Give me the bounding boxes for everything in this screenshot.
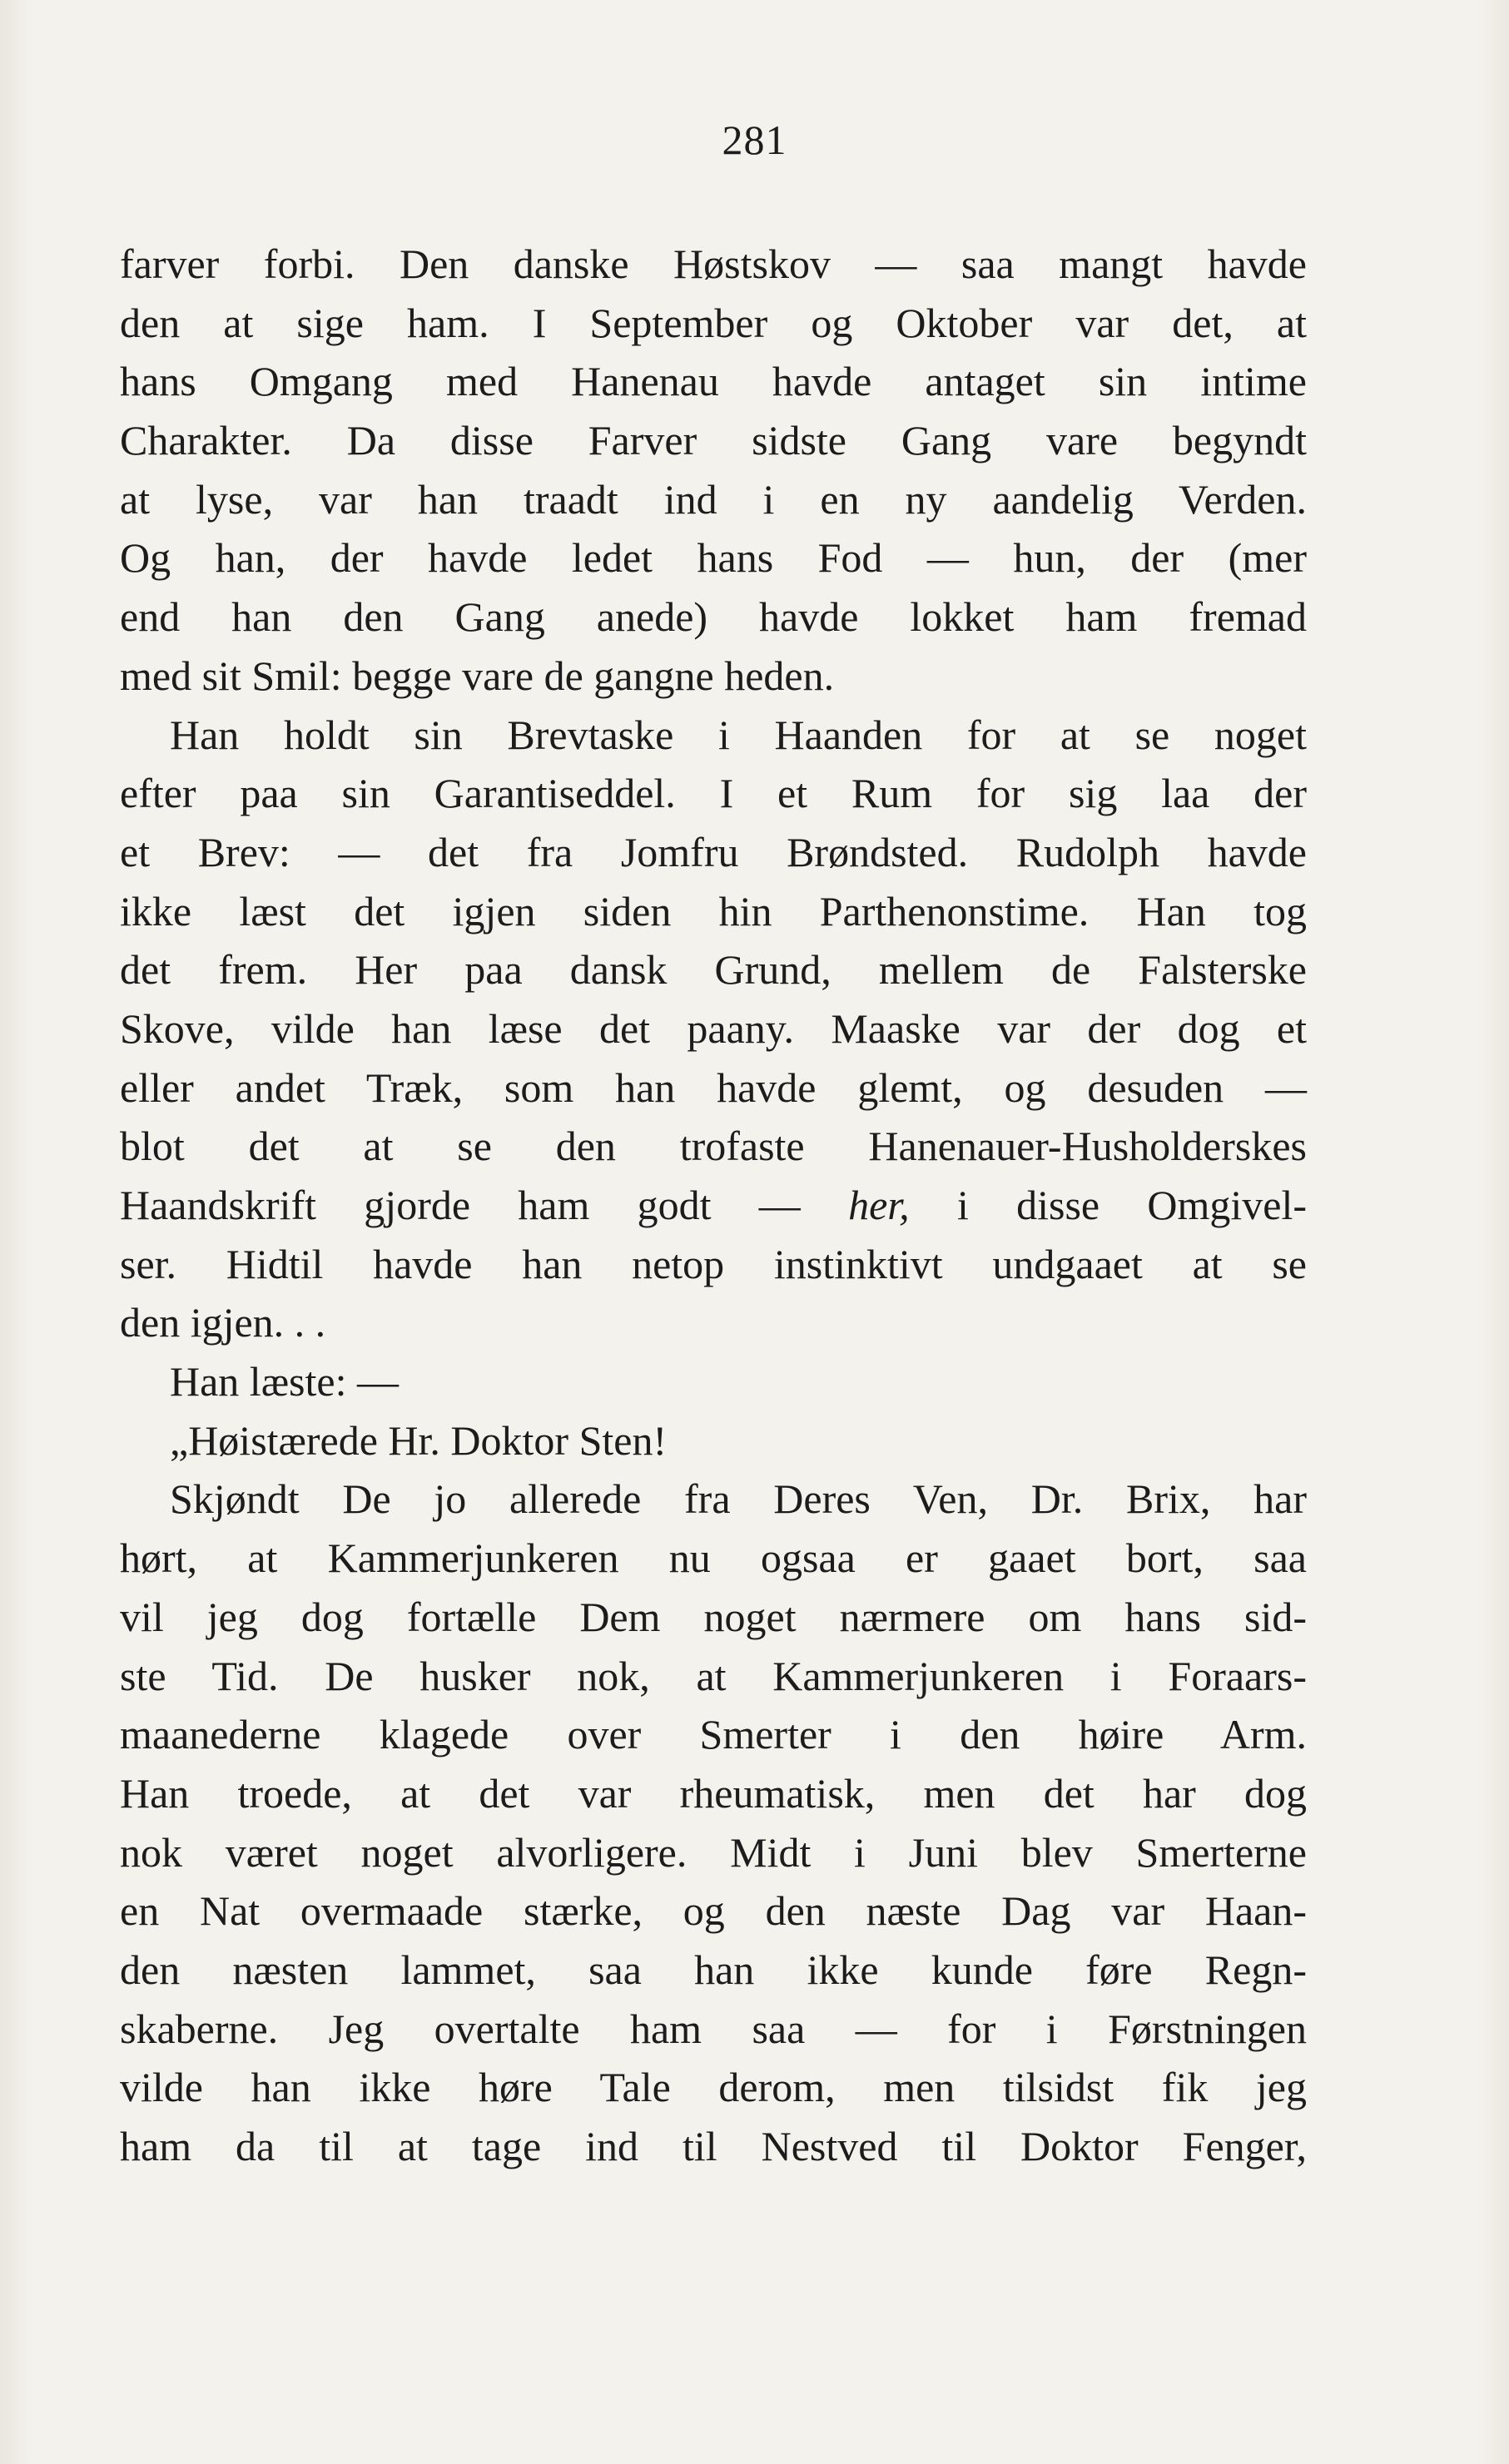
text-line-content: vilde han ikke høre Tale derom, men tilsidst fik jeg	[120, 2064, 1307, 2111]
text-line	[120, 411, 1307, 470]
text-line	[120, 352, 1307, 411]
text-line-content: Han holdt sin Brevtaske i Haanden for at se noget	[170, 711, 1307, 758]
text-line-content: „Høistærede Hr. Doktor Sten!	[170, 1416, 668, 1464]
text-line-content: hørt, at Kammerjunkeren nu ogsaa er gaaet bort, saa	[120, 1534, 1307, 1582]
body-text	[120, 235, 1307, 2176]
text-line	[120, 1529, 1307, 1588]
text-line	[120, 1470, 1307, 1529]
text-line-content: farver forbi. Den danske Høstskov — saa mangt havde	[120, 240, 1307, 287]
text-line	[120, 647, 1307, 706]
text-line-content: Skjøndt De jo allerede fra Deres Ven, Dr. Brix, har	[170, 1475, 1307, 1523]
text-line	[120, 2058, 1307, 2117]
text-line-content: ste Tid. De husker nok, at Kammerjunkeren i Foraars-	[120, 1652, 1307, 1699]
page-number: 281	[722, 117, 787, 163]
text-line	[120, 470, 1307, 529]
text-line-content: ikke læst det igjen siden hin Parthenonstime. Han tog	[120, 887, 1307, 935]
text-line-content: eller andet Træk, som han havde glemt, og desuden —	[120, 1063, 1307, 1111]
text-line	[120, 1235, 1307, 1294]
text-line	[120, 1705, 1307, 1764]
text-line	[120, 882, 1307, 941]
text-line-content: et Brev: — det fra Jomfru Brøndsted. Rudolph havde	[120, 828, 1307, 875]
text-line	[120, 1352, 1307, 1411]
text-line	[120, 1764, 1307, 1823]
text-line-content: skaberne. Jeg overtalte ham saa — for i Førstningen	[120, 2005, 1307, 2052]
text-line	[120, 1058, 1307, 1118]
text-line	[120, 1117, 1307, 1176]
text-line	[120, 999, 1307, 1058]
text-line	[120, 294, 1307, 353]
text-line-content: hans Omgang med Hanenau havde antaget sin intime	[120, 358, 1307, 405]
text-line	[120, 1647, 1307, 1706]
text-line	[120, 235, 1307, 294]
text-line-content: maanederne klagede over Smerter i den høire Arm.	[120, 1711, 1307, 1758]
text-line-content: nok været noget alvorligere. Midt i Juni blev Smerterne	[120, 1828, 1307, 1876]
text-line	[120, 1823, 1307, 1882]
text-line-content: en Nat overmaade stærke, og den næste Dag var Haan-	[120, 1887, 1307, 1935]
emphasized-word: her,	[848, 1182, 910, 1228]
text-line-content: end han den Gang anede) havde lokket ham fremad	[120, 593, 1307, 641]
text-line	[120, 706, 1307, 765]
text-line	[120, 528, 1307, 587]
text-line	[120, 1293, 1307, 1352]
text-line	[120, 2117, 1307, 2176]
text-line-content: Skove, vilde han læse det paany. Maaske var der dog et	[120, 1004, 1307, 1052]
text-line	[120, 587, 1307, 647]
text-line	[120, 764, 1307, 823]
text-line	[120, 1588, 1307, 1647]
text-line-content: den at sige ham. I September og Oktober var det, at	[120, 299, 1307, 346]
text-line	[120, 1176, 1307, 1235]
text-line-content: den igjen. . .	[120, 1299, 326, 1346]
text-line	[120, 1941, 1307, 2000]
text-line	[120, 2000, 1307, 2059]
text-line-content: at lyse, var han traadt ind i en ny aandelig Verden.	[120, 475, 1307, 523]
text-line-content: Han læste: —	[170, 1358, 399, 1406]
text-line	[120, 940, 1307, 999]
text-line	[120, 823, 1307, 882]
text-line-content: med sit Smil: begge vare de gangne heden.	[120, 652, 835, 699]
text-line-content: det frem. Her paa dansk Grund, mellem de Falsterske	[120, 946, 1307, 994]
text-line-content: vil jeg dog fortælle Dem noget nærmere om hans sid-	[120, 1593, 1307, 1640]
text-line-content: efter paa sin Garantiseddel. I et Rum for sig laa der	[120, 770, 1307, 817]
text-line	[120, 1881, 1307, 1941]
text-line-content: Og han, der havde ledet hans Fod — hun, der (mer	[120, 534, 1307, 582]
text-line-content: Charakter. Da disse Farver sidste Gang vare begyndt	[120, 417, 1307, 464]
text-line-content: den næsten lammet, saa han ikke kunde føre Regn-	[120, 1946, 1307, 1993]
text-line-content: blot det at se den trofaste Hanenauer-Husholderskes	[120, 1123, 1307, 1170]
text-line-continuation: i disse Omgivel-	[909, 1182, 1307, 1228]
text-line-content: ham da til at tage ind til Nestved til Doktor Fenger,	[120, 2123, 1307, 2169]
text-line	[120, 1411, 1307, 1470]
text-line-content: Han troede, at det var rheumatisk, men det har dog	[120, 1769, 1307, 1817]
text-line-content: ser. Hidtil havde han netop instinktivt undgaaet at se	[120, 1240, 1307, 1287]
text-line-content: Haandskrift gjorde ham godt —	[120, 1182, 849, 1228]
